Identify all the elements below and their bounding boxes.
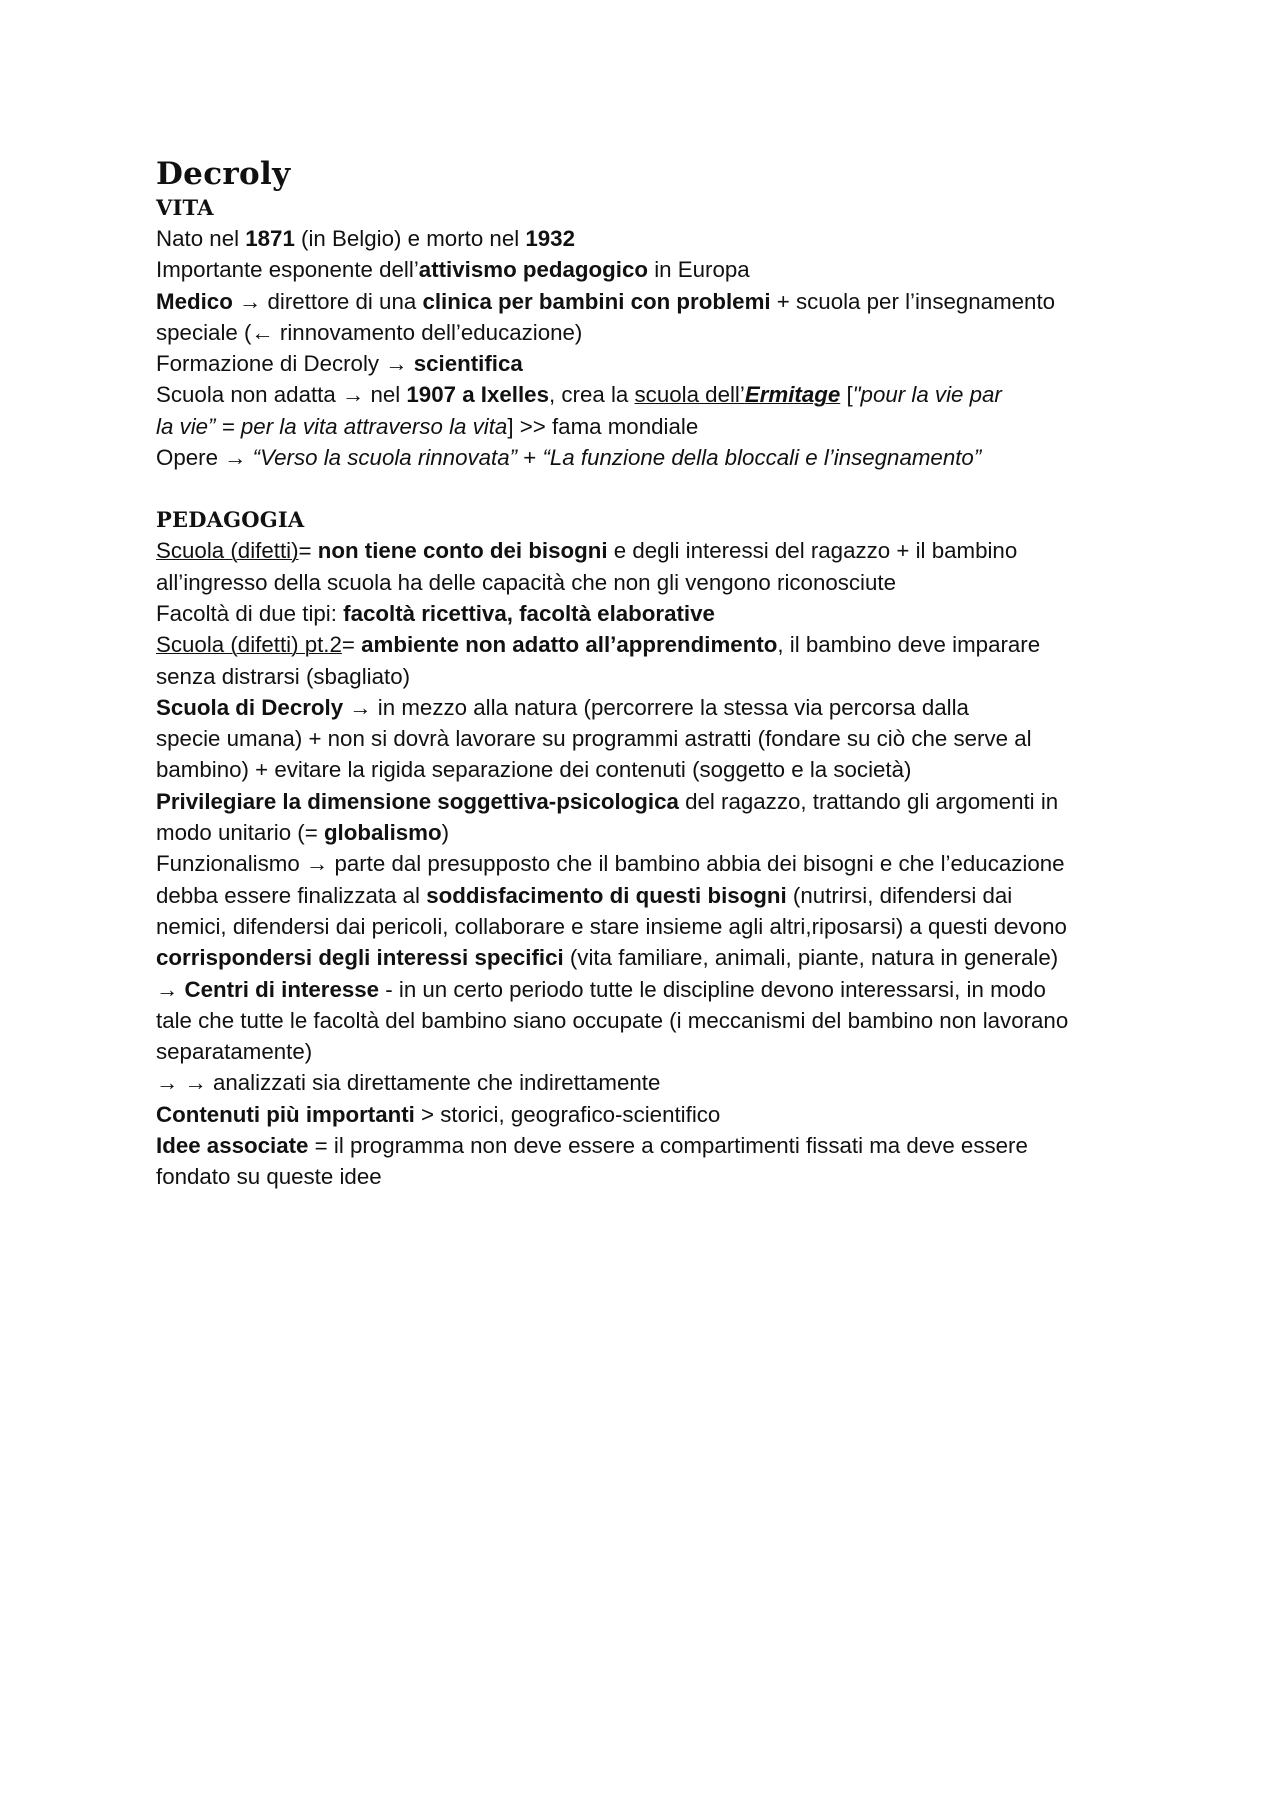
text-line: Idee associate = il programma non deve essere a compartimenti fissati ma deve essere xyxy=(156,1133,1028,1159)
text-line: tale che tutte le facoltà del bambino siano occupate (i meccanismi del bambino non lavorano xyxy=(156,1007,1069,1033)
text-line: bambino) + evitare la rigida separazione dei contenuti (soggetto e la società) xyxy=(156,757,912,783)
text-line: senza distrarsi (sbagliato) xyxy=(156,663,411,689)
text-line: Nato nel 1871 (in Belgio) e morto nel 1932 xyxy=(156,226,575,251)
document-title: Decroly xyxy=(156,156,291,192)
text-line: Opere → “Verso la scuola rinnovata” + “La funzione della bloccali e l’insegnamento” xyxy=(156,445,982,471)
text-line: separatamente) xyxy=(156,1039,313,1065)
text-line: modo unitario (= globalismo) xyxy=(156,820,450,846)
text-line: → → analizzati sia direttamente che indirettamente xyxy=(156,1070,661,1096)
text-line: fondato su queste idee xyxy=(156,1164,382,1190)
school-link-text: scuola dell’Ermitage xyxy=(634,382,841,408)
text-line: → Centri di interesse - in un certo periodo tutte le discipline devono interessarsi, in modo xyxy=(156,976,1046,1002)
text-line: nemici, difendersi dai pericoli, collaborare e stare insieme agli altri,riposarsi) a questi devono xyxy=(156,913,1067,939)
text-line: all’ingresso della scuola ha delle capacità che non gli vengono riconosciute xyxy=(156,569,896,595)
text-line: Contenuti più importanti > storici, geografico-scientifico xyxy=(156,1101,721,1127)
text-line: Scuola (difetti) pt.2= ambiente non adatto all’apprendimento, il bambino deve imparare xyxy=(156,632,1041,658)
text-line: specie umana) + non si dovrà lavorare su programmi astratti (fondare su ciò che serve al xyxy=(156,726,1032,752)
text-line: Importante esponente dell’attivismo pedagogico in Europa xyxy=(156,257,750,283)
text-line: la vie” = per la vita attraverso la vita] >> fama mondiale xyxy=(156,413,699,439)
text-line: Scuola di Decroly → in mezzo alla natura (percorrere la stessa via percorsa dalla xyxy=(156,694,969,720)
text-line: Formazione di Decroly → scientifica xyxy=(156,351,523,377)
document-page xyxy=(156,156,1156,1193)
text-line: Funzionalismo → parte dal presupposto che il bambino abbia dei bisogni e che l’educazione xyxy=(156,851,1065,877)
text-line: Medico → direttore di una clinica per bambini con problemi + scuola per l’insegnamento xyxy=(156,288,1056,314)
text-line: Privilegiare la dimensione soggettiva-psicologica del ragazzo, trattando gli argomenti in xyxy=(156,788,1059,814)
text-line: Facoltà di due tipi: facoltà ricettiva, facoltà elaborative xyxy=(156,600,715,626)
text-line: speciale (← rinnovamento dell’educazione) xyxy=(156,319,583,345)
paragraph-spacer xyxy=(156,473,1156,504)
section-heading-pedagogia: PEDAGOGIA xyxy=(156,507,305,533)
section-heading-vita: VITA xyxy=(156,195,214,220)
text-line: Scuola (difetti)= non tiene conto dei bisogni e degli interessi del ragazzo + il bambino xyxy=(156,538,1018,564)
text-line: debba essere finalizzata al soddisfacimento di questi bisogni (nutrirsi, difendersi dai xyxy=(156,882,1013,908)
text-line: Scuola non adatta → nel 1907 a Ixelles, crea la scuola dell’Ermitage ["pour la vie par xyxy=(156,382,1002,408)
text-line: corrispondersi degli interessi specifici (vita familiare, animali, piante, natura in generale) xyxy=(156,945,1059,971)
